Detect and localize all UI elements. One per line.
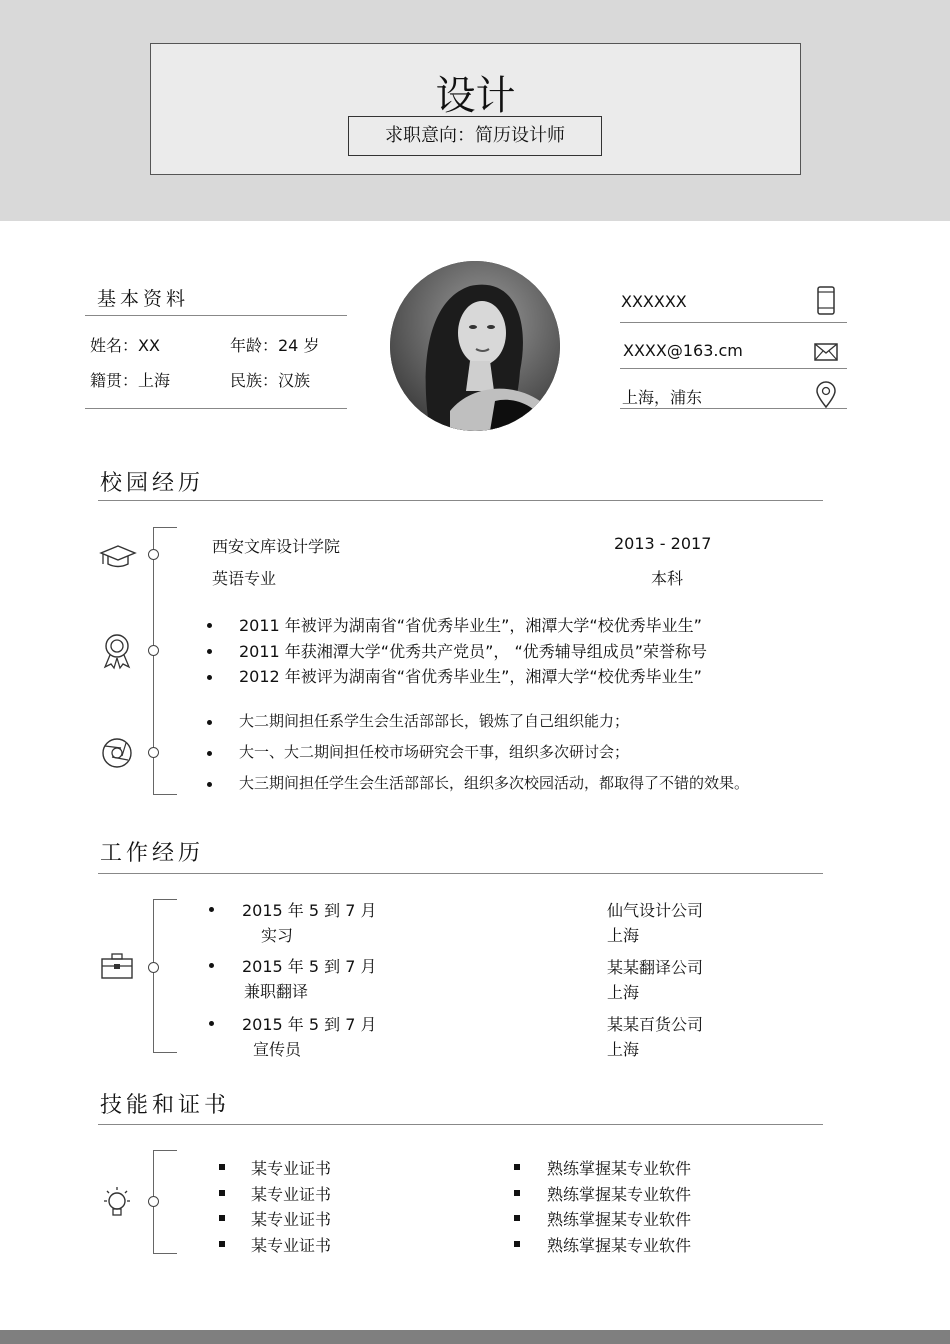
bullet — [514, 1215, 520, 1221]
envelope-icon — [814, 343, 838, 361]
software-skill-item: 熟练掌握某专业软件 — [547, 1159, 692, 1178]
work-company: 某某翻译公司 — [607, 958, 704, 977]
ethnicity-field: 民族：汉族 — [230, 371, 311, 390]
activity-item: 大三期间担任学生会生活部部长，组织多次校园活动，都取得了不错的效果。 — [239, 774, 750, 792]
timeline-dot — [148, 962, 159, 973]
timeline-dot — [148, 645, 159, 656]
timeline-dot — [148, 549, 159, 560]
bullet — [514, 1164, 520, 1170]
honor-item: 2012 年被评为湖南省“省优秀毕业生”，湘潭大学“校优秀毕业生” — [239, 667, 702, 686]
aperture-icon — [101, 737, 133, 769]
work-role: 宣传员 — [253, 1040, 302, 1059]
degree: 本科 — [651, 569, 684, 588]
bullet — [219, 1164, 225, 1170]
phone-text: XXXXXX — [621, 292, 687, 311]
name-field: 姓名：XX — [90, 336, 160, 355]
bullet — [514, 1241, 520, 1247]
bullet — [207, 751, 212, 756]
activity-item: 大二期间担任系学生会生活部部长，锻炼了自己组织能力； — [239, 712, 630, 730]
study-years: 2013 - 2017 — [614, 534, 712, 553]
bullet — [219, 1215, 225, 1221]
section-divider — [98, 500, 823, 501]
campus-section-title: 校园经历 — [100, 471, 205, 496]
honor-item: 2011 年被评为湖南省“省优秀毕业生”，湘潭大学“校优秀毕业生” — [239, 616, 702, 635]
skills-section-title: 技能和证书 — [100, 1093, 231, 1118]
footer-band — [0, 1330, 950, 1344]
timeline-dot — [148, 1196, 159, 1207]
bullet — [514, 1190, 520, 1196]
honor-item: 2011 年获湘潭大学“优秀共产党员”， “优秀辅导组成员”荣誉称号 — [239, 642, 708, 661]
location-text: 上海，浦东 — [622, 388, 703, 407]
divider — [85, 315, 347, 316]
timeline-dot — [148, 747, 159, 758]
work-city: 上海 — [607, 926, 640, 945]
work-date: 2015 年 5 到 7 月 — [242, 957, 377, 976]
divider — [620, 408, 847, 409]
profile-photo — [390, 261, 560, 431]
bullet — [209, 963, 214, 968]
divider — [620, 322, 847, 323]
email-text: XXXX@163.cm — [623, 341, 743, 360]
award-badge-icon — [101, 632, 133, 670]
bullet — [209, 907, 214, 912]
software-skill-item: 熟练掌握某专业软件 — [547, 1185, 692, 1204]
certificate-item: 某专业证书 — [251, 1185, 332, 1204]
title-box — [150, 43, 801, 175]
age-field: 年龄：24 岁 — [230, 336, 320, 355]
map-pin-icon — [815, 381, 837, 409]
software-skill-item: 熟练掌握某专业软件 — [547, 1210, 692, 1229]
lightbulb-icon — [101, 1185, 133, 1221]
briefcase-icon — [101, 953, 133, 979]
bullet — [207, 720, 212, 725]
section-divider — [98, 873, 823, 874]
bullet — [207, 623, 212, 628]
bullet — [207, 782, 212, 787]
bullet — [207, 675, 212, 680]
bullet — [219, 1190, 225, 1196]
resume-name: 设计 — [435, 73, 516, 119]
work-company: 仙气设计公司 — [607, 901, 704, 920]
certificate-item: 某专业证书 — [251, 1210, 332, 1229]
bullet — [207, 649, 212, 654]
work-city: 上海 — [607, 983, 640, 1002]
work-date: 2015 年 5 到 7 月 — [242, 901, 377, 920]
bullet — [209, 1021, 214, 1026]
software-skill-item: 熟练掌握某专业软件 — [547, 1236, 692, 1255]
phone-icon — [816, 286, 836, 316]
graduation-cap-icon — [99, 544, 137, 568]
certificate-item: 某专业证书 — [251, 1159, 332, 1178]
work-city: 上海 — [607, 1040, 640, 1059]
major: 英语专业 — [212, 569, 277, 588]
bullet — [219, 1241, 225, 1247]
work-date: 2015 年 5 到 7 月 — [242, 1015, 377, 1034]
work-section-title: 工作经历 — [100, 841, 205, 866]
school-name: 西安文库设计学院 — [212, 537, 341, 556]
work-role: 实习 — [261, 926, 294, 945]
timeline-bracket — [153, 899, 177, 1053]
work-role: 兼职翻译 — [244, 982, 309, 1001]
hometown-field: 籍贯：上海 — [90, 371, 171, 390]
divider — [85, 408, 347, 409]
work-company: 某某百货公司 — [607, 1015, 704, 1034]
job-objective: 求职意向：简历设计师 — [348, 116, 602, 156]
basic-info-title: 基本资料 — [97, 288, 190, 310]
activity-item: 大一、大二期间担任校市场研究会干事，组织多次研讨会； — [239, 743, 630, 761]
certificate-item: 某专业证书 — [251, 1236, 332, 1255]
divider — [620, 368, 847, 369]
section-divider — [98, 1124, 823, 1125]
